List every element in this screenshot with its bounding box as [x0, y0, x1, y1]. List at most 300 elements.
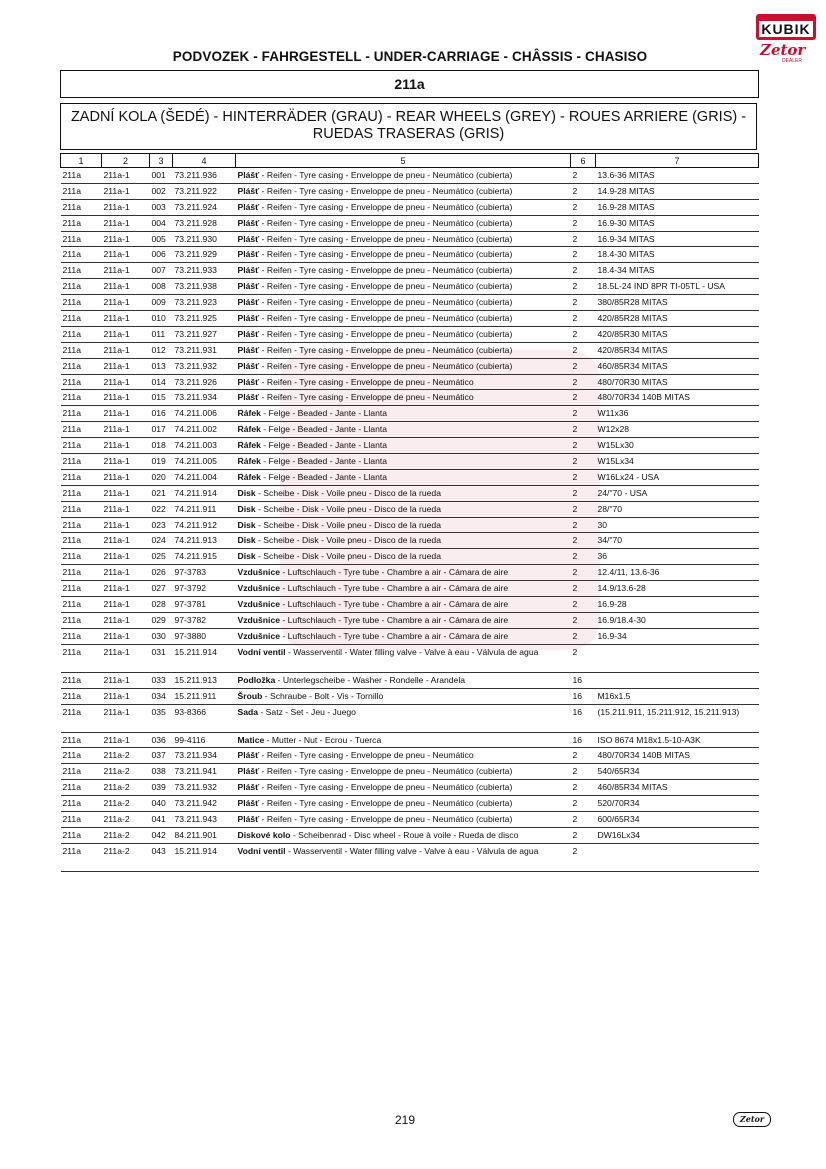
description-translations: - Satz - Set - Jeu - Juego — [258, 706, 356, 717]
description-cell — [236, 311, 571, 327]
description-cell — [236, 704, 571, 732]
table-row — [61, 732, 759, 748]
quantity-cell: 16 — [571, 672, 596, 688]
quantity-cell: 2 — [571, 796, 596, 812]
part-number-cell: 73.211.934 — [173, 390, 236, 406]
description-translations: - Unterlegscheibe - Washer - Rondelle - Arandela — [275, 674, 466, 685]
description-czech: Vzdušnice — [237, 583, 281, 594]
col2-cell: 211a-1 — [102, 549, 150, 565]
col2-cell: 211a-1 — [102, 326, 150, 342]
quantity-cell: 2 — [571, 581, 596, 597]
position-cell: 021 — [150, 485, 173, 501]
note-cell: 36 — [596, 549, 759, 565]
note-cell: 16.9-34 MITAS — [596, 231, 759, 247]
part-number-cell: 73.211.929 — [173, 247, 236, 263]
description-czech: Ráfek — [237, 471, 261, 482]
table-row — [61, 215, 759, 231]
description-translations: - Reifen - Tyre casing - Enveloppe de pneu - Neumático (cubierta) — [259, 170, 513, 180]
description-czech: Podložka — [237, 674, 276, 685]
note-cell — [596, 672, 759, 688]
note-cell: 12.4/11, 13.6-36 — [596, 565, 759, 581]
table-row — [61, 168, 759, 184]
col2-cell: 211a-1 — [102, 358, 150, 374]
table-row — [61, 827, 759, 843]
description-czech: Plášť — [237, 750, 260, 761]
column-header: 2 — [102, 154, 150, 168]
position-cell: 022 — [150, 501, 173, 517]
description-cell — [236, 549, 571, 565]
quantity-cell: 2 — [571, 780, 596, 796]
part-number-cell: 15.211.913 — [173, 672, 236, 688]
position-cell: 038 — [150, 764, 173, 780]
col1-cell: 211a — [61, 342, 102, 358]
table-row — [61, 748, 759, 764]
table-row — [61, 199, 759, 215]
quantity-cell: 2 — [571, 549, 596, 565]
note-cell: 24/"70 - USA — [596, 485, 759, 501]
col2-cell: 211a-1 — [102, 704, 150, 732]
description-translations: - Reifen - Tyre casing - Enveloppe de pneu - Neumático (cubierta) — [259, 813, 513, 824]
description-translations: - Schraube - Bolt - Vis - Tornillo — [262, 690, 384, 701]
note-cell: 16.9-30 MITAS — [596, 215, 759, 231]
quantity-cell: 2 — [571, 406, 596, 422]
table-row — [61, 843, 759, 871]
position-cell: 040 — [150, 796, 173, 812]
col2-cell: 211a-1 — [102, 422, 150, 438]
description-czech: Plášť — [237, 201, 260, 212]
description-translations: - Reifen - Tyre casing - Enveloppe de pneu - Neumático (cubierta) — [259, 798, 513, 809]
quantity-cell: 2 — [571, 827, 596, 843]
description-czech: Plášť — [237, 170, 260, 180]
note-cell: W15Lx34 — [596, 454, 759, 470]
part-number-cell: 99-4116 — [173, 732, 236, 748]
description-translations: - Reifen - Tyre casing - Enveloppe de pneu - Neumático — [259, 750, 474, 761]
quantity-cell: 2 — [571, 438, 596, 454]
description-cell — [236, 342, 571, 358]
description-cell — [236, 454, 571, 470]
description-cell — [236, 565, 571, 581]
note-cell: 460/85R34 MITAS — [596, 780, 759, 796]
quantity-cell: 2 — [571, 295, 596, 311]
part-number-cell: 97-3880 — [173, 628, 236, 644]
col1-cell: 211a — [61, 612, 102, 628]
col1-cell: 211a — [61, 247, 102, 263]
col2-cell: 211a-1 — [102, 406, 150, 422]
col1-cell: 211a — [61, 406, 102, 422]
description-czech: Disk — [237, 487, 256, 498]
col1-cell: 211a — [61, 644, 102, 672]
description-cell — [236, 279, 571, 295]
quantity-cell: 16 — [571, 704, 596, 732]
description-translations: - Reifen - Tyre casing - Enveloppe de pneu - Neumático (cubierta) — [259, 360, 513, 371]
description-translations: - Scheibe - Disk - Voile pneu - Disco de la rueda — [255, 503, 441, 514]
description-translations: - Reifen - Tyre casing - Enveloppe de pneu - Neumático — [259, 392, 474, 403]
col1-cell: 211a — [61, 279, 102, 295]
quantity-cell: 2 — [571, 843, 596, 871]
col2-cell: 211a-2 — [102, 764, 150, 780]
table-row — [61, 183, 759, 199]
part-number-cell: 73.211.932 — [173, 780, 236, 796]
description-translations: - Reifen - Tyre casing - Enveloppe de pneu - Neumático (cubierta) — [259, 344, 513, 355]
quantity-cell: 2 — [571, 612, 596, 628]
description-translations: - Scheibe - Disk - Voile pneu - Disco de la rueda — [255, 519, 441, 530]
quantity-cell: 2 — [571, 533, 596, 549]
table-row — [61, 565, 759, 581]
col1-cell: 211a — [61, 764, 102, 780]
table-row — [61, 231, 759, 247]
col2-cell: 211a-1 — [102, 390, 150, 406]
col2-cell: 211a-1 — [102, 628, 150, 644]
note-cell: 460/85R34 MITAS — [596, 358, 759, 374]
description-cell — [236, 533, 571, 549]
position-cell: 004 — [150, 215, 173, 231]
table-row — [61, 581, 759, 597]
column-header: 1 — [61, 154, 102, 168]
note-cell: 34/"70 — [596, 533, 759, 549]
note-cell: 18.4-34 MITAS — [596, 263, 759, 279]
col2-cell: 211a-1 — [102, 565, 150, 581]
description-cell — [236, 796, 571, 812]
description-cell — [236, 827, 571, 843]
description-czech: Disk — [237, 519, 256, 530]
quantity-cell: 2 — [571, 183, 596, 199]
description-translations: - Felge - Beaded - Jante - Llanta — [260, 408, 388, 419]
description-czech: Plášť — [237, 265, 260, 276]
description-czech: Šroub — [237, 690, 263, 701]
table-row — [61, 326, 759, 342]
description-czech: Vodní ventil — [237, 646, 286, 657]
quantity-cell: 2 — [571, 263, 596, 279]
note-cell: 16.9/18.4-30 — [596, 612, 759, 628]
table-row — [61, 342, 759, 358]
col1-cell: 211a — [61, 295, 102, 311]
table-row — [61, 279, 759, 295]
description-line-2: RUEDAS TRASERAS (GRIS) — [312, 126, 505, 142]
description-translations: - Scheibe - Disk - Voile pneu - Disco de la rueda — [255, 551, 441, 562]
position-cell: 016 — [150, 406, 173, 422]
col2-cell: 211a-1 — [102, 311, 150, 327]
col1-cell: 211a — [61, 469, 102, 485]
table-row — [61, 485, 759, 501]
position-cell: 037 — [150, 748, 173, 764]
quantity-cell: 16 — [571, 688, 596, 704]
table-row — [61, 406, 759, 422]
quantity-cell: 2 — [571, 215, 596, 231]
description-czech: Plášť — [237, 813, 260, 824]
quantity-cell: 16 — [571, 732, 596, 748]
col1-cell: 211a — [61, 501, 102, 517]
part-number-cell: 74.211.003 — [173, 438, 236, 454]
description-czech: Plášť — [237, 313, 260, 324]
col2-cell: 211a-1 — [102, 597, 150, 613]
col2-cell: 211a-2 — [102, 748, 150, 764]
note-cell: W15Lx30 — [596, 438, 759, 454]
quantity-cell: 2 — [571, 358, 596, 374]
column-header: 6 — [571, 154, 596, 168]
description-cell — [236, 581, 571, 597]
col1-cell: 211a — [61, 672, 102, 688]
table-header-row — [61, 154, 759, 168]
quantity-cell: 2 — [571, 390, 596, 406]
description-translations: - Luftschlauch - Tyre tube - Chambre a air - Cámara de aire — [280, 614, 509, 625]
table-row — [61, 533, 759, 549]
description-translations: - Luftschlauch - Tyre tube - Chambre a air - Cámara de aire — [280, 630, 509, 641]
description-czech: Vzdušnice — [237, 614, 281, 625]
col1-cell: 211a — [61, 597, 102, 613]
position-cell: 006 — [150, 247, 173, 263]
description-translations: - Luftschlauch - Tyre tube - Chambre a air - Cámara de aire — [280, 599, 509, 610]
note-cell: 540/65R34 — [596, 764, 759, 780]
part-number-cell: 74.211.913 — [173, 533, 236, 549]
col2-cell: 211a-1 — [102, 374, 150, 390]
position-cell: 019 — [150, 454, 173, 470]
col2-cell: 211a-1 — [102, 263, 150, 279]
description-translations: - Reifen - Tyre casing - Enveloppe de pneu - Neumático (cubierta) — [259, 233, 513, 244]
table-row — [61, 311, 759, 327]
description-cell — [236, 672, 571, 688]
description-translations: - Felge - Beaded - Jante - Llanta — [260, 471, 388, 482]
note-cell: W11x36 — [596, 406, 759, 422]
description-czech: Ráfek — [237, 408, 261, 419]
description-translations: - Wasserventil - Water filling valve - Valve à eau - Válvula de agua — [285, 646, 539, 657]
col1-cell: 211a — [61, 581, 102, 597]
description-czech: Matice — [237, 734, 265, 745]
note-cell: ISO 8674 M18x1.5-10-A3K — [596, 732, 759, 748]
col2-cell: 211a-1 — [102, 644, 150, 672]
col1-cell: 211a — [61, 533, 102, 549]
position-cell: 001 — [150, 168, 173, 184]
description-cell — [236, 501, 571, 517]
description-translations: - Reifen - Tyre casing - Enveloppe de pneu - Neumático (cubierta) — [259, 185, 513, 196]
table-row — [61, 811, 759, 827]
col1-cell: 211a — [61, 168, 102, 184]
position-cell: 028 — [150, 597, 173, 613]
note-cell: 18.5L-24 IND 8PR TI-05TL - USA — [596, 279, 759, 295]
position-cell: 036 — [150, 732, 173, 748]
col1-cell: 211a — [61, 438, 102, 454]
position-cell: 017 — [150, 422, 173, 438]
quantity-cell: 2 — [571, 485, 596, 501]
description-czech: Ráfek — [237, 456, 261, 467]
note-cell: 480/70R30 MITAS — [596, 374, 759, 390]
kubik-badge — [756, 14, 816, 40]
part-number-cell: 97-3781 — [173, 597, 236, 613]
col2-cell: 211a-1 — [102, 342, 150, 358]
position-cell: 005 — [150, 231, 173, 247]
description-translations: - Wasserventil - Water filling valve - Valve à eau - Válvula de agua — [285, 845, 539, 856]
col2-cell: 211a-1 — [102, 469, 150, 485]
part-number-cell: 73.211.941 — [173, 764, 236, 780]
description-czech: Diskové kolo — [237, 829, 291, 840]
position-cell: 025 — [150, 549, 173, 565]
position-cell: 030 — [150, 628, 173, 644]
quantity-cell: 2 — [571, 628, 596, 644]
section-code: 211a — [60, 70, 759, 98]
description-cell — [236, 764, 571, 780]
note-cell: 30 — [596, 517, 759, 533]
quantity-cell: 2 — [571, 517, 596, 533]
dealer-tagline: DEALER — [782, 58, 803, 64]
position-cell: 023 — [150, 517, 173, 533]
quantity-cell: 2 — [571, 168, 596, 184]
col1-cell: 211a — [61, 231, 102, 247]
position-cell: 002 — [150, 183, 173, 199]
description-cell — [236, 422, 571, 438]
kubik-zetor-logo — [756, 14, 816, 64]
description-cell — [236, 406, 571, 422]
position-cell: 033 — [150, 672, 173, 688]
position-cell: 015 — [150, 390, 173, 406]
position-cell: 024 — [150, 533, 173, 549]
col1-cell: 211a — [61, 454, 102, 470]
table-row — [61, 704, 759, 732]
part-number-cell: 73.211.932 — [173, 358, 236, 374]
description-czech: Plášť — [237, 249, 260, 260]
table-row — [61, 644, 759, 672]
table-row — [61, 422, 759, 438]
col1-cell: 211a — [61, 199, 102, 215]
description-czech: Plášť — [237, 782, 260, 793]
table-row — [61, 295, 759, 311]
description-czech: Vzdušnice — [237, 599, 281, 610]
table-row — [61, 549, 759, 565]
position-cell: 012 — [150, 342, 173, 358]
position-cell: 009 — [150, 295, 173, 311]
part-number-cell: 73.211.943 — [173, 811, 236, 827]
col1-cell: 211a — [61, 390, 102, 406]
part-number-cell: 73.211.934 — [173, 748, 236, 764]
description-cell — [236, 199, 571, 215]
col2-cell: 211a-1 — [102, 454, 150, 470]
description-czech: Plášť — [237, 328, 260, 339]
col2-cell: 211a-1 — [102, 199, 150, 215]
quantity-cell: 2 — [571, 454, 596, 470]
part-number-cell: 74.211.005 — [173, 454, 236, 470]
col1-cell: 211a — [61, 422, 102, 438]
position-cell: 031 — [150, 644, 173, 672]
description-czech: Disk — [237, 535, 256, 546]
description-czech: Vzdušnice — [237, 567, 281, 578]
note-cell: 480/70R34 140B MITAS — [596, 390, 759, 406]
col1-cell: 211a — [61, 843, 102, 871]
note-cell: 13.6-36 MITAS — [596, 168, 759, 184]
part-number-cell: 73.211.936 — [173, 168, 236, 184]
description-cell — [236, 748, 571, 764]
col2-cell: 211a-1 — [102, 732, 150, 748]
part-number-cell: 15.211.911 — [173, 688, 236, 704]
description-translations: - Reifen - Tyre casing - Enveloppe de pneu - Neumático (cubierta) — [259, 313, 513, 324]
description-cell — [236, 168, 571, 184]
description-translations: - Reifen - Tyre casing - Enveloppe de pneu - Neumático (cubierta) — [259, 297, 513, 308]
part-number-cell: 73.211.927 — [173, 326, 236, 342]
note-cell: (15.211.911, 15.211.912, 15.211.913) — [596, 704, 759, 732]
quantity-cell: 2 — [571, 247, 596, 263]
description-czech: Plášť — [237, 360, 260, 371]
quantity-cell: 2 — [571, 764, 596, 780]
table-row — [61, 358, 759, 374]
position-cell: 020 — [150, 469, 173, 485]
zetor-footer-logo: Zetor — [733, 1112, 771, 1127]
description-translations: - Reifen - Tyre casing - Enveloppe de pneu - Neumático (cubierta) — [259, 217, 513, 228]
part-number-cell: 93-8366 — [173, 704, 236, 732]
description-line-1: ZADNÍ KOLA (ŠEDÉ) - HINTERRÄDER (GRAU) - REAR WHEELS (GREY) - ROUES ARRIERE (GRIS) - — [70, 109, 747, 125]
note-cell: W16Lx24 - USA — [596, 469, 759, 485]
zetor-brand: Zetor — [760, 41, 806, 59]
kubik-brand: KUBIK — [759, 21, 813, 37]
part-number-cell: 73.211.926 — [173, 374, 236, 390]
col2-cell: 211a-1 — [102, 501, 150, 517]
description-czech: Vzdušnice — [237, 630, 281, 641]
description-czech: Disk — [237, 503, 256, 514]
part-number-cell: 74.211.915 — [173, 549, 236, 565]
part-number-cell: 73.211.931 — [173, 342, 236, 358]
description-cell — [236, 732, 571, 748]
description-cell — [236, 485, 571, 501]
description-translations: - Reifen - Tyre casing - Enveloppe de pneu - Neumático (cubierta) — [259, 249, 513, 260]
description-czech: Disk — [237, 551, 256, 562]
description-czech: Ráfek — [237, 440, 261, 451]
col2-cell: 211a-1 — [102, 517, 150, 533]
col2-cell: 211a-1 — [102, 247, 150, 263]
description-czech: Plášť — [237, 233, 260, 244]
description-cell — [236, 247, 571, 263]
col1-cell: 211a — [61, 485, 102, 501]
quantity-cell: 2 — [571, 374, 596, 390]
note-cell: 420/85R30 MITAS — [596, 326, 759, 342]
description-cell — [236, 469, 571, 485]
description-translations: - Scheibe - Disk - Voile pneu - Disco de la rueda — [255, 535, 441, 546]
quantity-cell: 2 — [571, 811, 596, 827]
col1-cell: 211a — [61, 688, 102, 704]
description-czech: Ráfek — [237, 424, 261, 435]
part-number-cell: 73.211.930 — [173, 231, 236, 247]
col2-cell: 211a-1 — [102, 581, 150, 597]
part-number-cell: 73.211.923 — [173, 295, 236, 311]
parts-table-body — [61, 168, 759, 872]
description-cell — [236, 438, 571, 454]
position-cell: 018 — [150, 438, 173, 454]
part-number-cell: 84.211.901 — [173, 827, 236, 843]
description-translations: - Luftschlauch - Tyre tube - Chambre a air - Cámara de aire — [280, 567, 509, 578]
part-number-cell: 97-3783 — [173, 565, 236, 581]
table-row — [61, 764, 759, 780]
description-cell — [236, 183, 571, 199]
note-cell: 16.9-34 — [596, 628, 759, 644]
col1-cell: 211a — [61, 704, 102, 732]
quantity-cell: 2 — [571, 469, 596, 485]
col1-cell: 211a — [61, 780, 102, 796]
col2-cell: 211a-2 — [102, 811, 150, 827]
note-cell: DW16Lx34 — [596, 827, 759, 843]
description-czech: Plášť — [237, 297, 260, 308]
col1-cell: 211a — [61, 311, 102, 327]
description-cell — [236, 628, 571, 644]
quantity-cell: 2 — [571, 597, 596, 613]
part-number-cell: 73.211.938 — [173, 279, 236, 295]
description-translations: - Reifen - Tyre casing - Enveloppe de pneu - Neumático (cubierta) — [259, 766, 513, 777]
col1-cell: 211a — [61, 732, 102, 748]
quantity-cell: 2 — [571, 644, 596, 672]
description-czech: Plášť — [237, 766, 260, 777]
position-cell: 043 — [150, 843, 173, 871]
table-row — [61, 501, 759, 517]
description-cell — [236, 390, 571, 406]
table-row — [61, 454, 759, 470]
part-number-cell: 73.211.924 — [173, 199, 236, 215]
part-number-cell: 73.211.922 — [173, 183, 236, 199]
note-cell: 480/70R34 140B MITAS — [596, 748, 759, 764]
quantity-cell: 2 — [571, 422, 596, 438]
